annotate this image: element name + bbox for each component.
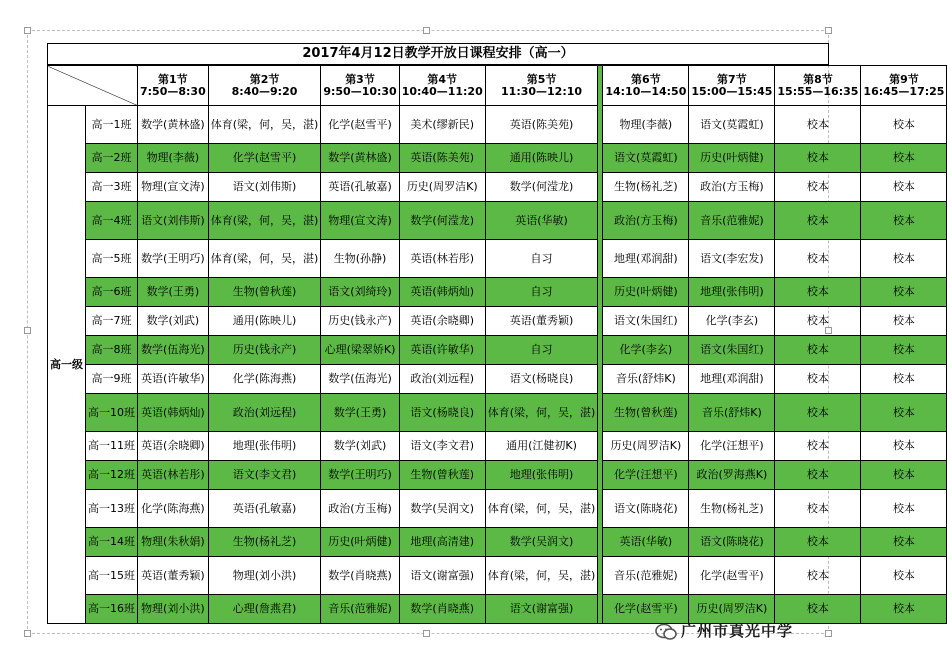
period-label: 第7节 xyxy=(717,72,747,86)
period-time: 8:40—9:20 xyxy=(231,84,298,98)
schedule-cell: 物理(宣文涛) xyxy=(321,202,399,240)
period-label: 第4节 xyxy=(427,72,458,86)
grade-label: 高一级 xyxy=(48,106,86,624)
schedule-cell: 校本 xyxy=(861,365,947,394)
schedule-cell: 数学(王勇) xyxy=(138,278,209,307)
schedule-table xyxy=(47,65,947,624)
period-header xyxy=(689,66,775,106)
schedule-cell: 英语(孔敏嘉) xyxy=(208,490,321,528)
schedule-cell: 校本 xyxy=(775,490,861,528)
table-row xyxy=(48,202,947,240)
table-row xyxy=(48,432,947,461)
schedule-cell: 生物(杨礼芝) xyxy=(208,528,321,557)
schedule-cell: 历史(钱永产) xyxy=(321,307,399,336)
schedule-cell: 英语(华敏) xyxy=(603,528,689,557)
class-name: 高一3班 xyxy=(86,173,138,202)
schedule-cell: 体育(梁，何，吴，湛) xyxy=(485,394,598,432)
period-label: 第5节 xyxy=(526,72,557,86)
schedule-cell: 语文(刘伟斯) xyxy=(138,202,209,240)
schedule-cell: 政治(方玉梅) xyxy=(321,490,399,528)
schedule-cell: 地理(张伟明) xyxy=(208,432,321,461)
table-row xyxy=(48,595,947,624)
table-row xyxy=(48,461,947,490)
class-name: 高一13班 xyxy=(86,490,138,528)
schedule-cell: 语文(杨晓良) xyxy=(399,394,485,432)
schedule-cell: 语文(李文君) xyxy=(208,461,321,490)
schedule-cell: 校本 xyxy=(775,106,861,144)
class-name: 高一12班 xyxy=(86,461,138,490)
period-time: 11:30—12:10 xyxy=(501,84,583,98)
period-header xyxy=(861,66,947,106)
period-label: 第9节 xyxy=(889,72,919,86)
schedule-cell: 化学(赵雪平) xyxy=(208,144,321,173)
schedule-cell: 音乐(范雅妮) xyxy=(689,202,775,240)
schedule-cell: 英语(许敏华) xyxy=(138,365,209,394)
schedule-cell: 通用(江健初K) xyxy=(485,432,598,461)
schedule-cell: 化学(李玄) xyxy=(603,336,689,365)
schedule-cell: 体育(梁，何，吴，湛) xyxy=(485,490,598,528)
schedule-cell: 化学(赵雪平) xyxy=(321,106,399,144)
schedule-cell: 生物(曾秋莲) xyxy=(399,461,485,490)
schedule-cell: 历史(周罗洁K) xyxy=(399,173,485,202)
schedule-cell: 校本 xyxy=(861,461,947,490)
schedule-cell: 数学(伍海光) xyxy=(321,365,399,394)
schedule-cell: 化学(赵雪平) xyxy=(603,595,689,624)
schedule-cell: 校本 xyxy=(775,307,861,336)
schedule-cell: 英语(林若彤) xyxy=(399,240,485,278)
schedule-cell: 英语(陈美苑) xyxy=(485,106,598,144)
schedule-cell: 数学(吴润文) xyxy=(485,528,598,557)
schedule-cell: 语文(莫霞虹) xyxy=(603,144,689,173)
schedule-cell: 自习 xyxy=(485,336,598,365)
table-row xyxy=(48,173,947,202)
schedule-cell: 体育(梁，何，吴，湛) xyxy=(485,557,598,595)
schedule-cell: 生物(杨礼芝) xyxy=(689,490,775,528)
schedule-cell: 校本 xyxy=(775,557,861,595)
schedule-cell: 数学(黄林盛) xyxy=(138,106,209,144)
schedule-cell: 音乐(舒炜K) xyxy=(603,365,689,394)
schedule-cell: 心理(詹燕君) xyxy=(208,595,321,624)
resize-handle[interactable] xyxy=(423,630,430,637)
class-name: 高一16班 xyxy=(86,595,138,624)
schedule-cell: 生物(曾秋莲) xyxy=(603,394,689,432)
schedule-cell: 语文(朱国红) xyxy=(689,336,775,365)
schedule-cell: 物理(刘小洪) xyxy=(208,557,321,595)
schedule-cell: 英语(韩炳灿) xyxy=(399,278,485,307)
schedule-cell: 数学(王明巧) xyxy=(321,461,399,490)
schedule-cell: 自习 xyxy=(485,278,598,307)
watermark xyxy=(655,620,793,641)
schedule-cell: 校本 xyxy=(861,173,947,202)
schedule-cell: 数学(刘武) xyxy=(138,307,209,336)
period-header xyxy=(138,66,209,106)
schedule-cell: 数学(刘武) xyxy=(321,432,399,461)
resize-handle[interactable] xyxy=(24,327,31,334)
schedule-cell: 校本 xyxy=(775,394,861,432)
schedule-cell: 语文(陈晓花) xyxy=(603,490,689,528)
period-header xyxy=(775,66,861,106)
schedule-cell: 校本 xyxy=(775,278,861,307)
schedule-cell: 心理(梁翠娇K) xyxy=(321,336,399,365)
schedule-cell: 政治(刘远程) xyxy=(399,365,485,394)
resize-handle[interactable] xyxy=(24,27,31,34)
schedule-cell: 语文(刘绮玲) xyxy=(321,278,399,307)
schedule-cell: 校本 xyxy=(861,278,947,307)
schedule-cell: 英语(余晓卿) xyxy=(399,307,485,336)
schedule-cell: 政治(罗海燕K) xyxy=(689,461,775,490)
schedule-cell: 化学(李玄) xyxy=(689,307,775,336)
schedule-cell: 数学(王勇) xyxy=(321,394,399,432)
table-row xyxy=(48,278,947,307)
schedule-cell: 物理(李薇) xyxy=(138,144,209,173)
schedule-cell: 英语(孔敏嘉) xyxy=(321,173,399,202)
schedule-cell: 历史(钱永产) xyxy=(208,336,321,365)
period-label: 第6节 xyxy=(631,72,661,86)
table-row xyxy=(48,490,947,528)
schedule-cell: 化学(赵雪平) xyxy=(689,557,775,595)
resize-handle[interactable] xyxy=(825,630,832,637)
table-row xyxy=(48,106,947,144)
period-label: 第8节 xyxy=(803,72,833,86)
schedule-cell: 英语(董秀颖) xyxy=(485,307,598,336)
class-name: 高一15班 xyxy=(86,557,138,595)
schedule-cell: 历史(叶炳健) xyxy=(603,278,689,307)
schedule-cell: 校本 xyxy=(775,432,861,461)
table-row xyxy=(48,307,947,336)
period-time: 15:00—15:45 xyxy=(691,84,773,98)
resize-handle[interactable] xyxy=(825,27,832,34)
period-time: 7:50—8:30 xyxy=(140,84,206,98)
schedule-cell: 音乐(范雅妮) xyxy=(321,595,399,624)
period-label: 第2节 xyxy=(249,72,280,86)
class-name: 高一8班 xyxy=(86,336,138,365)
period-header xyxy=(208,66,321,106)
schedule-cell: 校本 xyxy=(861,528,947,557)
schedule-cell: 数学(肖晓燕) xyxy=(399,595,485,624)
schedule-cell: 体育(梁，何，吴，湛) xyxy=(208,240,321,278)
resize-handle[interactable] xyxy=(423,27,430,34)
schedule-cell: 语文(莫霞虹) xyxy=(689,106,775,144)
schedule-cell: 政治(方玉梅) xyxy=(689,173,775,202)
period-time: 15:55—16:35 xyxy=(777,84,859,98)
schedule-cell: 校本 xyxy=(775,461,861,490)
class-name: 高一11班 xyxy=(86,432,138,461)
schedule-cell: 体育(梁，何，吴，湛) xyxy=(208,106,321,144)
schedule-cell: 校本 xyxy=(775,144,861,173)
schedule-cell: 生物(杨礼芝) xyxy=(603,173,689,202)
table-row xyxy=(48,557,947,595)
schedule-cell: 校本 xyxy=(775,528,861,557)
schedule-cell: 化学(汪想平) xyxy=(689,432,775,461)
class-name: 高一5班 xyxy=(86,240,138,278)
schedule-cell: 校本 xyxy=(861,336,947,365)
schedule-cell: 校本 xyxy=(861,144,947,173)
schedule-cell: 物理(宣文涛) xyxy=(138,173,209,202)
schedule-cell: 英语(许敏华) xyxy=(399,336,485,365)
schedule-cell: 数学(伍海光) xyxy=(138,336,209,365)
period-time: 14:10—14:50 xyxy=(605,84,687,98)
schedule-cell: 地理(邓润甜) xyxy=(603,240,689,278)
schedule-cell: 数学(何滢龙) xyxy=(399,202,485,240)
period-time: 10:40—11:20 xyxy=(401,84,483,98)
schedule-cell: 校本 xyxy=(775,173,861,202)
class-name: 高一1班 xyxy=(86,106,138,144)
class-name: 高一6班 xyxy=(86,278,138,307)
class-name: 高一9班 xyxy=(86,365,138,394)
schedule-cell: 生物(曾秋莲) xyxy=(208,278,321,307)
schedule-cell: 校本 xyxy=(861,595,947,624)
corner-diagonal-cell xyxy=(48,66,138,106)
schedule-cell: 校本 xyxy=(775,202,861,240)
schedule-cell: 地理(张伟明) xyxy=(485,461,598,490)
schedule-cell: 通用(陈映儿) xyxy=(208,307,321,336)
schedule-cell: 校本 xyxy=(861,240,947,278)
class-name: 高一4班 xyxy=(86,202,138,240)
schedule-cell: 自习 xyxy=(485,240,598,278)
class-name: 高一14班 xyxy=(86,528,138,557)
schedule-cell: 物理(李薇) xyxy=(603,106,689,144)
schedule-cell: 校本 xyxy=(775,240,861,278)
table-row xyxy=(48,336,947,365)
schedule-cell: 地理(张伟明) xyxy=(689,278,775,307)
schedule-cell: 音乐(范雅妮) xyxy=(603,557,689,595)
schedule-cell: 校本 xyxy=(775,365,861,394)
schedule-cell: 体育(梁，何，吴，湛) xyxy=(208,202,321,240)
period-header xyxy=(603,66,689,106)
schedule-cell: 数学(何滢龙) xyxy=(485,173,598,202)
schedule-cell: 语文(谢富强) xyxy=(485,595,598,624)
schedule-cell: 语文(朱国红) xyxy=(603,307,689,336)
table-row xyxy=(48,394,947,432)
schedule-cell: 通用(陈映儿) xyxy=(485,144,598,173)
schedule-cell: 语文(李宏发) xyxy=(689,240,775,278)
schedule-cell: 历史(叶炳健) xyxy=(321,528,399,557)
schedule-cell: 化学(汪想平) xyxy=(603,461,689,490)
schedule-cell: 英语(韩炳灿) xyxy=(138,394,209,432)
schedule-cell: 英语(华敏) xyxy=(485,202,598,240)
schedule-cell: 物理(朱秋娟) xyxy=(138,528,209,557)
schedule-cell: 历史(周罗洁K) xyxy=(689,595,775,624)
schedule-cell: 历史(叶炳健) xyxy=(689,144,775,173)
resize-handle[interactable] xyxy=(24,630,31,637)
period-header xyxy=(399,66,485,106)
period-time: 9:50—10:30 xyxy=(323,84,397,98)
schedule-cell: 数学(王明巧) xyxy=(138,240,209,278)
schedule-cell: 校本 xyxy=(861,432,947,461)
schedule-cell: 英语(陈美苑) xyxy=(399,144,485,173)
schedule-cell: 地理(高清建) xyxy=(399,528,485,557)
watermark-text: 广州市真光中学 xyxy=(681,622,794,640)
schedule-cell: 政治(刘远程) xyxy=(208,394,321,432)
schedule-cell: 校本 xyxy=(861,557,947,595)
schedule-cell: 音乐(舒炜K) xyxy=(689,394,775,432)
schedule-cell: 数学(黄林盛) xyxy=(321,144,399,173)
schedule-cell: 化学(陈海燕) xyxy=(208,365,321,394)
schedule-cell: 历史(周罗洁K) xyxy=(603,432,689,461)
table-row xyxy=(48,528,947,557)
class-name: 高一2班 xyxy=(86,144,138,173)
schedule-cell: 数学(吴润文) xyxy=(399,490,485,528)
schedule-cell: 语文(谢富强) xyxy=(399,557,485,595)
schedule-cell: 物理(刘小洪) xyxy=(138,595,209,624)
schedule-cell: 校本 xyxy=(861,490,947,528)
schedule-cell: 生物(孙静) xyxy=(321,240,399,278)
schedule-cell: 语文(李文君) xyxy=(399,432,485,461)
schedule-cell: 语文(陈晓花) xyxy=(689,528,775,557)
period-time: 16:45—17:25 xyxy=(863,84,945,98)
schedule-cell: 美术(缪新民) xyxy=(399,106,485,144)
period-label: 第1节 xyxy=(158,72,188,86)
schedule-cell: 校本 xyxy=(861,106,947,144)
table-row xyxy=(48,240,947,278)
table-row xyxy=(48,144,947,173)
schedule-cell: 英语(林若彤) xyxy=(138,461,209,490)
schedule-cell: 校本 xyxy=(861,202,947,240)
schedule-cell: 校本 xyxy=(861,307,947,336)
schedule-cell: 校本 xyxy=(861,394,947,432)
schedule-cell: 英语(董秀颖) xyxy=(138,557,209,595)
period-label: 第3节 xyxy=(345,72,375,86)
schedule-title: 2017年4月12日教学开放日课程安排（高一） xyxy=(47,43,829,65)
table-row xyxy=(48,365,947,394)
wechat-icon xyxy=(655,623,677,641)
schedule-cell: 语文(杨晓良) xyxy=(485,365,598,394)
schedule-cell: 化学(陈海燕) xyxy=(138,490,209,528)
period-header xyxy=(321,66,399,106)
period-header xyxy=(485,66,598,106)
schedule-cell: 校本 xyxy=(775,595,861,624)
schedule-cell: 政治(方玉梅) xyxy=(603,202,689,240)
class-name: 高一10班 xyxy=(86,394,138,432)
schedule-cell: 校本 xyxy=(775,336,861,365)
schedule-cell: 数学(肖晓燕) xyxy=(321,557,399,595)
schedule-cell: 英语(余晓卿) xyxy=(138,432,209,461)
class-name: 高一7班 xyxy=(86,307,138,336)
schedule-cell: 地理(邓润甜) xyxy=(689,365,775,394)
schedule-cell: 语文(刘伟斯) xyxy=(208,173,321,202)
